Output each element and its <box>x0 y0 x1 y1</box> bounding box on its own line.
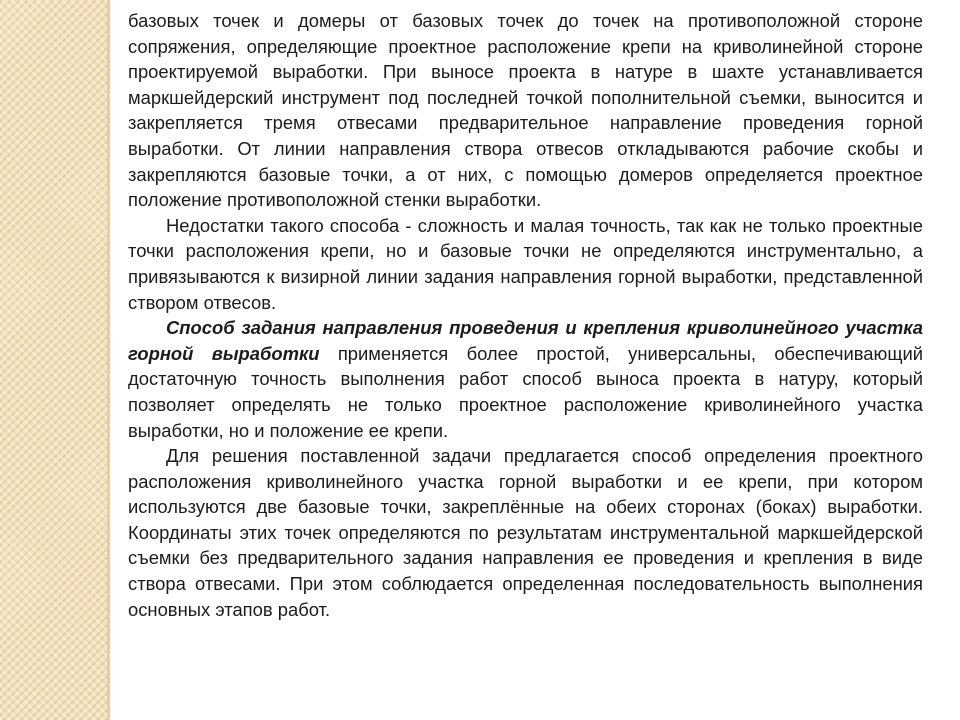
paragraph-3-rest: применяется более простой, универсальны, обеспечивающий достаточную точность выполнения работ способ выноса проекта в натуру, который позволяет определять не только проектное расположение криволинейного участка выработки, но и положение ее крепи. <box>128 342 923 441</box>
paragraph-3 <box>128 315 923 443</box>
decorative-side-band <box>0 0 107 720</box>
side-band-edge <box>107 0 110 720</box>
paragraph-2: Недостатки такого способа - сложность и малая точность, так как не только проектные точки расположения крепи, но и базовые точки не определяются инструментально, а привязываются к визирной линии задания направления горной выработки, представленной створом отвесов. <box>128 214 923 313</box>
paragraph-3-emphasis: Способ задания направления проведения и крепления криволинейного участка горной выработки <box>128 317 923 364</box>
paragraph-4: Для решения поставленной задачи предлагается способ определения проектного расположения криволинейного участка горной выработки и ее крепи, при котором используются две базовые точки, закреплённые на обеих сторонах (боках) выработки. Координаты этих точек определяются по результатам инструментальной маркшейдерской съемки без предварительного задания направления ее проведения и крепления в виде створа отвесами. При этом соблюдается определенная последовательность выполнения основных этапов работ. <box>128 445 923 620</box>
body-text <box>128 8 923 622</box>
paragraph-1: базовых точек и домеры от базовых точек до точек на противоположной стороне сопряжения, определяющие проектное расположение крепи на криволинейной стороне проектируемой выработки. При выносе проекта в натуре в шахте устанавливается маркшейдерский инструмент под последней точкой пополнительной съемки, выносится и закрепляется тремя отвесами предварительное направление проведения горной выработки. От линии направления створа отвесов откладываются рабочие скобы и закрепляются базовые точки, а от них, с помощью домеров определяется проектное положение противоположной стенки выработки. <box>128 10 923 211</box>
